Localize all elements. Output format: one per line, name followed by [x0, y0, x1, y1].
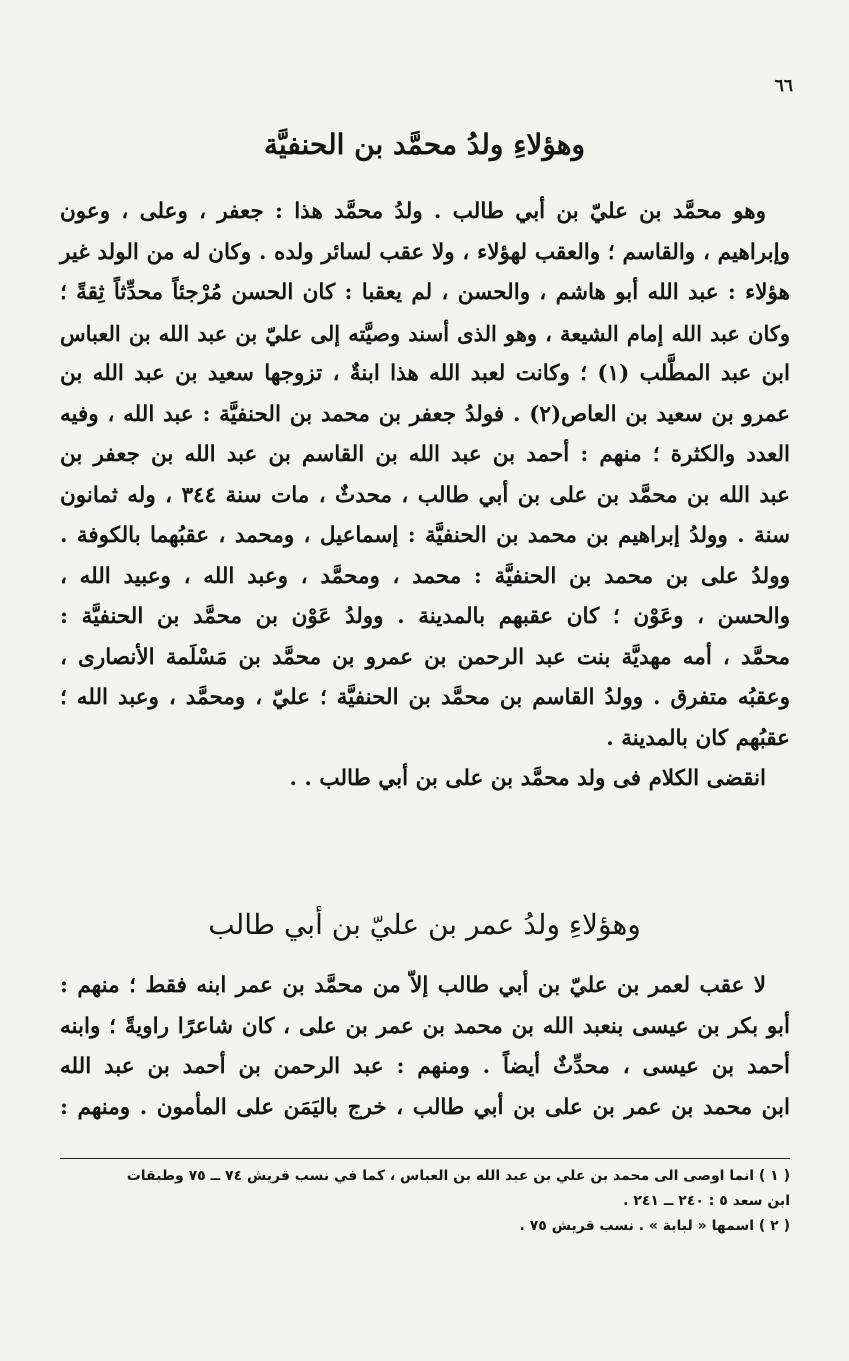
- page-number: ٦٦: [774, 76, 793, 96]
- footnote-divider: [60, 1158, 790, 1159]
- footnote-line: ( ١ ) انما اوصى الى محمد بن علي بن عبد الله بن العباس ، كما في نسب قريش ٧٤ ــ ٧٥ وطبقات: [126, 1168, 790, 1184]
- text-line: عقبُهم كان بالمدينة .: [606, 725, 790, 751]
- text-line: هؤلاء : عبد الله أبو هاشم ، والحسن ، لم يعقبا : كان الحسن مُرْجئاً محدِّثاً ثِقةً ؛: [60, 280, 790, 305]
- text-line: سنة . وولدُ إبراهيم بن محمد بن الحنفيَّة : إسماعيل ، ومحمد ، عقبُهما بالكوفة .: [60, 523, 790, 548]
- text-line: محمَّد ، أمه مهديَّة بنت عبد الرحمن بن عمرو بن محمَّد بن مَسْلَمة الأنصارى ،: [60, 644, 790, 670]
- section-body-muhammad-ibn-al-hanafiyya: [60, 192, 790, 800]
- text-line: والحسن ، وعَوْن ؛ كان عقبهم بالمدينة . وولدُ عَوْن بن محمَّد بن الحنفيَّة :: [60, 604, 790, 629]
- footnote-line: ابن سعد ٥ : ٢٤٠ ــ ٢٤١ .: [623, 1193, 790, 1209]
- section-heading-umar-ibn-ali: وهؤلاءِ ولدُ عمر بن عليّ بن أبي طالب: [208, 908, 641, 941]
- section-body-umar-ibn-ali: [60, 966, 790, 1128]
- text-line: عمرو بن سعيد بن العاص(٢) . فولدُ جعفر بن محمد بن الحنفيَّة : عبد الله ، وفيه: [60, 401, 790, 427]
- text-line-closing: انقضى الكلام فى ولد محمَّد بن على بن أبي طالب . .: [289, 766, 766, 791]
- text-line: العدد والكثرة ؛ منهم : أحمد بن عبد الله بن القاسم بن عبد الله بن جعفر بن: [60, 442, 790, 467]
- text-line: لا عقب لعمر بن عليّ بن أبي طالب إلاّ من محمَّد بن عمر ابنه فقط ؛ منهم :: [60, 973, 766, 998]
- text-line: وولدُ على بن محمد بن الحنفيَّة : محمد ، ومحمَّد ، وعبد الله ، وعبيد الله ،: [60, 563, 790, 589]
- footnote-line: ( ٢ ) اسمها « لبابة » . نسب قريش ٧٥ .: [519, 1218, 790, 1234]
- text-line: وإبراهيم ، والقاسم ؛ والعقب لهؤلاء ، ولا عقب لسائر ولده . وكان له من الولد غير: [60, 239, 790, 265]
- text-line: ابن محمد بن عمر بن على بن أبي طالب ، خرج باليَمَن على المأمون . ومنهم :: [60, 1094, 790, 1120]
- text-line: أحمد بن عيسى ، محدِّثٌ أيضاً . ومنهم : عبد الرحمن بن أحمد بن عبد الله: [60, 1054, 790, 1079]
- text-line: أبو بكر بن عيسى بنعبد الله بن محمد بن عمر بن على ، كان شاعرًا راويةً ؛ وابنه: [60, 1013, 790, 1039]
- footnotes: [60, 1164, 790, 1239]
- text-line: ابن عبد المطَّلب (١) ؛ وكانت لعبد الله هذا ابنةٌ ، تزوجها سعيد بن عبد الله بن: [60, 361, 790, 386]
- section-heading-muhammad-ibn-al-hanafiyya: وهؤلاءِ ولدُ محمَّد بن الحنفيَّة: [263, 128, 586, 161]
- text-line: وهو محمَّد بن عليّ بن أبي طالب . ولدُ محمَّد هذا : جعفر ، وعلى ، وعون: [60, 199, 766, 224]
- text-line: عبد الله بن محمَّد بن على بن أبي طالب ، محدثٌ ، مات سنة ٣٤٤ ، وله ثمانون: [60, 482, 790, 508]
- text-line: وعقبُه متفرق . وولدُ القاسم بن محمَّد بن الحنفيَّة ؛ عليّ ، ومحمَّد ، وعبد الله ؛: [60, 685, 790, 710]
- text-line: وكان عبد الله إمام الشيعة ، وهو الذى أسند وصيَّته إلى عليّ بن عبد الله بن العباس: [60, 320, 790, 346]
